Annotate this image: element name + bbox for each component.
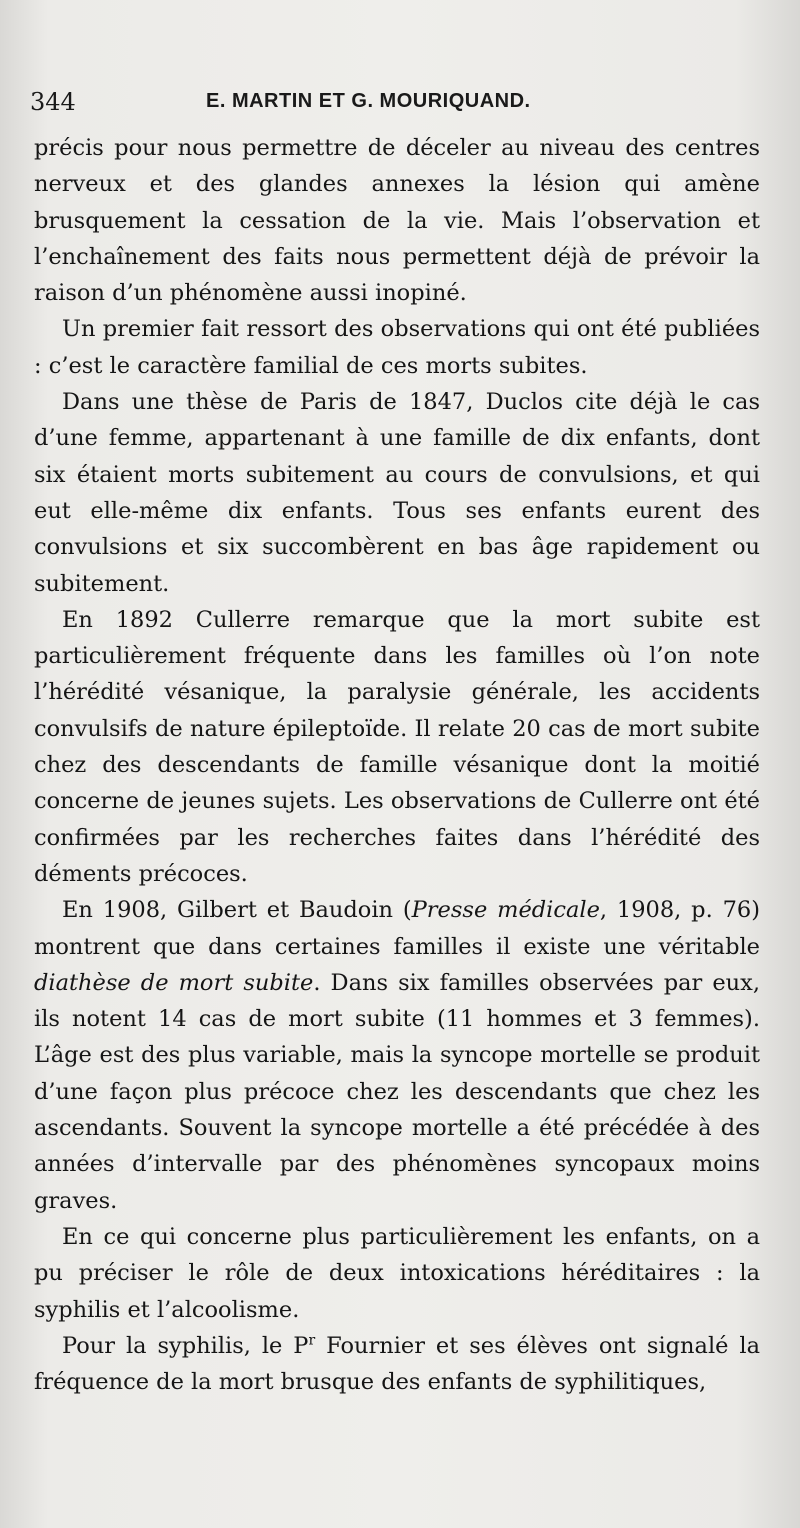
page-header — [30, 88, 760, 122]
paragraph-cullerre: En 1892 Cullerre remarque que la mort subite est particulièrement fréquente dans les familles où l’on note l’hérédité vésanique, la paralysie générale, les accidents convulsifs de nature épileptoïde. Il relate 20 cas de mort subite chez des descendants de famille vésanique dont la moitié concerne de jeunes sujets. Les observations de Cullerre ont été confirmées par les recherches faites dans l’hérédité des déments précoces. — [34, 606, 760, 887]
paragraph-familial: Un premier fait ressort des observations qui ont été publiées : c’est le caractère familial de ces morts subites. — [34, 316, 760, 379]
body-text — [34, 130, 760, 1400]
text-run: . Dans six familles observées par eux, ils notent 14 cas de mort subite (11 hommes et 3 femmes). L’âge est des plus variable, mais la syncope mortelle se produit d’une façon plus précoce chez les descendants que chez les ascendants. Souvent la syncope mortelle a été précédée à des années d’intervalle par des phénomènes syncopaux moins graves. — [34, 969, 760, 1214]
paragraph-duclos: Dans une thèse de Paris de 1847, Duclos cite déjà le cas d’une femme, appartenant à une famille de dix enfants, dont six étaient morts subitement au cours de convulsions, et qui eut elle-même dix enfants. Tous ses enfants eurent des convulsions et six succombèrent en bas âge rapidement ou subitement. — [34, 389, 760, 597]
emphasis-term: diathèse de mort subite — [34, 969, 314, 996]
paragraph-syphilis — [34, 1328, 760, 1401]
citation-title: Presse médicale — [411, 897, 600, 924]
superscript: r — [308, 1332, 316, 1349]
text-run: Fournier et ses élèves ont signalé la fréquence de la mort brusque des enfants de syphilitiques, — [34, 1332, 760, 1396]
paragraph-enfants: En ce qui concerne plus particulièrement les enfants, on a pu préciser le rôle de deux intoxications héréditaires : la syphilis et l’alcoolisme. — [34, 1223, 760, 1323]
paragraph-continuation: précis pour nous permettre de déceler au niveau des centres nerveux et des glandes annexes la lésion qui amène brusquement la cessation de la vie. Mais l’observation et l’enchaînement des faits nous permettent déjà de prévoir la raison d’un phénomène aussi inopiné. — [34, 135, 760, 307]
running-head: E. MARTIN ET G. MOURIQUAND. — [206, 90, 531, 112]
page-number: 344 — [30, 88, 76, 116]
text-run: , 1908, p. 76) montrent que dans certaines familles il existe une véritable — [34, 897, 760, 960]
text-run: En 1908, Gilbert et Baudoin ( — [62, 897, 412, 924]
paragraph-gilbert-baudoin — [34, 892, 760, 1219]
text-run: Pour la syphilis, le P — [62, 1332, 309, 1359]
